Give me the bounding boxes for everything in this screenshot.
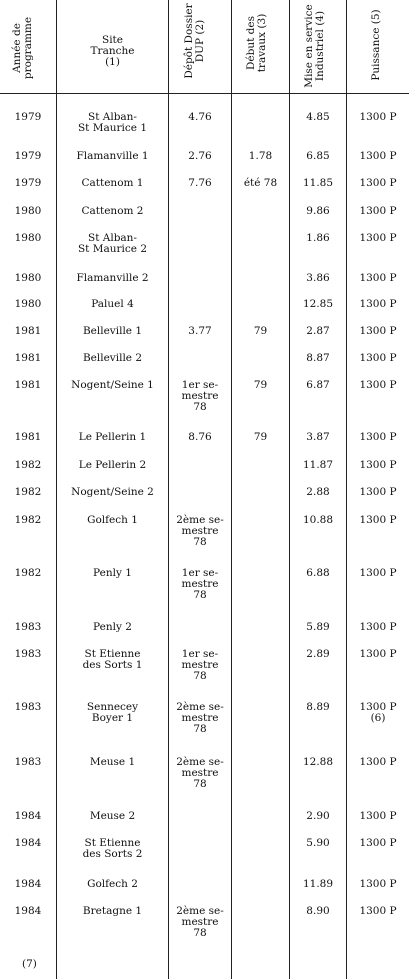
- table-cell-mise: 11.85: [302, 177, 334, 189]
- table-cell-puissance: 1300 P: [359, 111, 397, 123]
- table-cell-dup: 1er se- mestre 78: [181, 567, 219, 601]
- table-cell-site: Flamanville 1: [76, 150, 149, 162]
- table-cell-mise: 8.90: [306, 905, 330, 917]
- table-cell-annee: 1980: [14, 272, 42, 284]
- column-rule: [231, 0, 232, 979]
- table-cell-debut: 79: [253, 431, 268, 443]
- table-cell-debut: 79: [253, 325, 268, 337]
- table-cell-puissance: 1300 P: [359, 837, 397, 849]
- table-cell-site: Le Pellerin 1: [78, 431, 147, 443]
- table-cell-puissance: 1300 P: [359, 272, 397, 284]
- table-cell-dup: 2ème se- mestre 78: [176, 905, 224, 939]
- table-cell-puissance: 1300 P: [359, 352, 397, 364]
- table-cell-dup: 2.76: [188, 150, 212, 162]
- table-cell-annee: 1979: [14, 177, 42, 189]
- table-cell-puissance: 1300 P: [359, 810, 397, 822]
- table-cell-mise: 5.90: [306, 837, 330, 849]
- table-cell-site: Paluel 4: [91, 298, 134, 310]
- table-cell-site: Sennecey Boyer 1: [86, 701, 139, 724]
- table-cell-annee: 1982: [14, 459, 42, 471]
- table-cell-puissance: 1300 P: [359, 232, 397, 244]
- table-cell-mise: 6.85: [306, 150, 330, 162]
- table-cell-site: Penly 2: [93, 621, 132, 633]
- header-annee: Année de programme: [11, 16, 34, 80]
- table-cell-annee: 1984: [14, 810, 42, 822]
- table-cell-dup: 3.77: [188, 325, 212, 337]
- table-cell-puissance: 1300 P: [359, 459, 397, 471]
- table-cell-site: St Alban- St Maurice 1: [77, 111, 147, 134]
- table-cell-puissance: 1300 P: [359, 621, 397, 633]
- table-cell-mise: 2.88: [306, 486, 330, 498]
- table-cell-debut: 1.78: [248, 150, 273, 162]
- table-cell-annee: 1982: [14, 486, 42, 498]
- header-rule: [0, 93, 409, 94]
- table-cell-puissance: 1300 P (6): [359, 701, 397, 724]
- table-cell-puissance: 1300 P: [359, 878, 397, 890]
- table-cell-puissance: 1300 P: [359, 756, 397, 768]
- table-cell-mise: 4.85: [306, 111, 330, 123]
- table-cell-mise: 9.86: [306, 205, 330, 217]
- table-cell-mise: 1.86: [306, 232, 330, 244]
- table-cell-mise: 8.87: [306, 352, 330, 364]
- table-cell-puissance: 1300 P: [359, 379, 397, 391]
- table-cell-mise: 12.85: [302, 298, 334, 310]
- table-cell-annee: 1981: [14, 431, 42, 443]
- footnote-marker: (7): [22, 958, 37, 970]
- table-cell-puissance: 1300 P: [359, 177, 397, 189]
- table-cell-annee: 1984: [14, 905, 42, 917]
- table-cell-site: Cattenom 2: [81, 205, 144, 217]
- table-cell-annee: 1983: [14, 701, 42, 713]
- table-cell-dup: 2ème se- mestre 78: [176, 756, 224, 790]
- table-cell-mise: 11.89: [302, 878, 334, 890]
- table-cell-puissance: 1300 P: [359, 431, 397, 443]
- table-cell-annee: 1979: [14, 111, 42, 123]
- table-cell-puissance: 1300 P: [359, 514, 397, 526]
- header-site: Site Tranche (1): [90, 34, 135, 68]
- table-cell-puissance: 1300 P: [359, 325, 397, 337]
- table-cell-puissance: 1300 P: [359, 567, 397, 579]
- table-cell-annee: 1981: [14, 325, 42, 337]
- table-cell-site: Penly 1: [93, 567, 132, 579]
- table-cell-dup: 8.76: [188, 431, 212, 443]
- table-cell-mise: 2.90: [306, 810, 330, 822]
- table-cell-annee: 1980: [14, 298, 42, 310]
- table-cell-annee: 1981: [14, 352, 42, 364]
- table-cell-puissance: 1300 P: [359, 905, 397, 917]
- table-cell-site: Meuse 2: [89, 810, 136, 822]
- table-cell-annee: 1984: [14, 878, 42, 890]
- table-cell-annee: 1981: [14, 379, 42, 391]
- table-cell-site: Cattenom 1: [81, 177, 144, 189]
- table-cell-annee: 1980: [14, 205, 42, 217]
- table-cell-site: Nogent/Seine 1: [71, 379, 154, 391]
- table-cell-site: St Etienne des Sorts 2: [82, 837, 143, 860]
- table-cell-mise: 6.87: [306, 379, 330, 391]
- table-cell-annee: 1980: [14, 232, 42, 244]
- table-cell-dup: 1er se- mestre 78: [181, 648, 219, 682]
- table-cell-annee: 1983: [14, 756, 42, 768]
- table-cell-annee: 1983: [14, 621, 42, 633]
- table-cell-mise: 3.87: [306, 431, 330, 443]
- table-cell-site: St Alban- St Maurice 2: [77, 232, 147, 255]
- table-cell-mise: 3.86: [306, 272, 330, 284]
- table-cell-puissance: 1300 P: [359, 486, 397, 498]
- table-cell-site: Belleville 1: [82, 325, 143, 337]
- header-dup: Dépôt Dossier DUP (2): [183, 3, 206, 79]
- column-rule: [168, 0, 169, 979]
- header-debut: Début des travaux (3): [245, 13, 268, 73]
- header-puissance: Puissance (5): [370, 9, 382, 81]
- table-cell-site: Golfech 1: [87, 514, 138, 526]
- table-cell-dup: 1er se- mestre 78: [181, 379, 219, 413]
- table-cell-site: Flamanville 2: [76, 272, 149, 284]
- table-cell-site: Nogent/Seine 2: [71, 486, 154, 498]
- table-cell-mise: 10.88: [302, 514, 334, 526]
- table-cell-site: Meuse 1: [89, 756, 136, 768]
- header-mise: Mise en service Industriel (4): [303, 4, 326, 88]
- table-cell-annee: 1979: [14, 150, 42, 162]
- table-cell-mise: 6.88: [306, 567, 330, 579]
- table-cell-mise: 11.87: [302, 459, 334, 471]
- table-cell-puissance: 1300 P: [359, 648, 397, 660]
- table-cell-annee: 1984: [14, 837, 42, 849]
- table-cell-dup: 2ème se- mestre 78: [176, 701, 224, 735]
- table-cell-puissance: 1300 P: [359, 150, 397, 162]
- table-cell-mise: 2.89: [306, 648, 330, 660]
- table-cell-dup: 2ème se- mestre 78: [176, 514, 224, 548]
- table-cell-annee: 1982: [14, 514, 42, 526]
- table-cell-site: Belleville 2: [82, 352, 143, 364]
- table-cell-site: Bretagne 1: [82, 905, 143, 917]
- table-cell-site: Le Pellerin 2: [78, 459, 147, 471]
- table-cell-dup: 7.76: [188, 177, 212, 189]
- table-cell-mise: 8.89: [306, 701, 330, 713]
- table-cell-debut: 79: [253, 379, 268, 391]
- table-cell-dup: 4.76: [188, 111, 212, 123]
- table-cell-annee: 1982: [14, 567, 42, 579]
- table-cell-mise: 5.89: [306, 621, 330, 633]
- table-cell-mise: 2.87: [306, 325, 330, 337]
- table-cell-puissance: 1300 P: [359, 298, 397, 310]
- table-cell-site: Golfech 2: [87, 878, 138, 890]
- table-cell-debut: été 78: [243, 177, 278, 189]
- table-cell-site: St Etienne des Sorts 1: [82, 648, 143, 671]
- table-cell-annee: 1983: [14, 648, 42, 660]
- table-cell-mise: 12.88: [302, 756, 334, 768]
- table-cell-puissance: 1300 P: [359, 205, 397, 217]
